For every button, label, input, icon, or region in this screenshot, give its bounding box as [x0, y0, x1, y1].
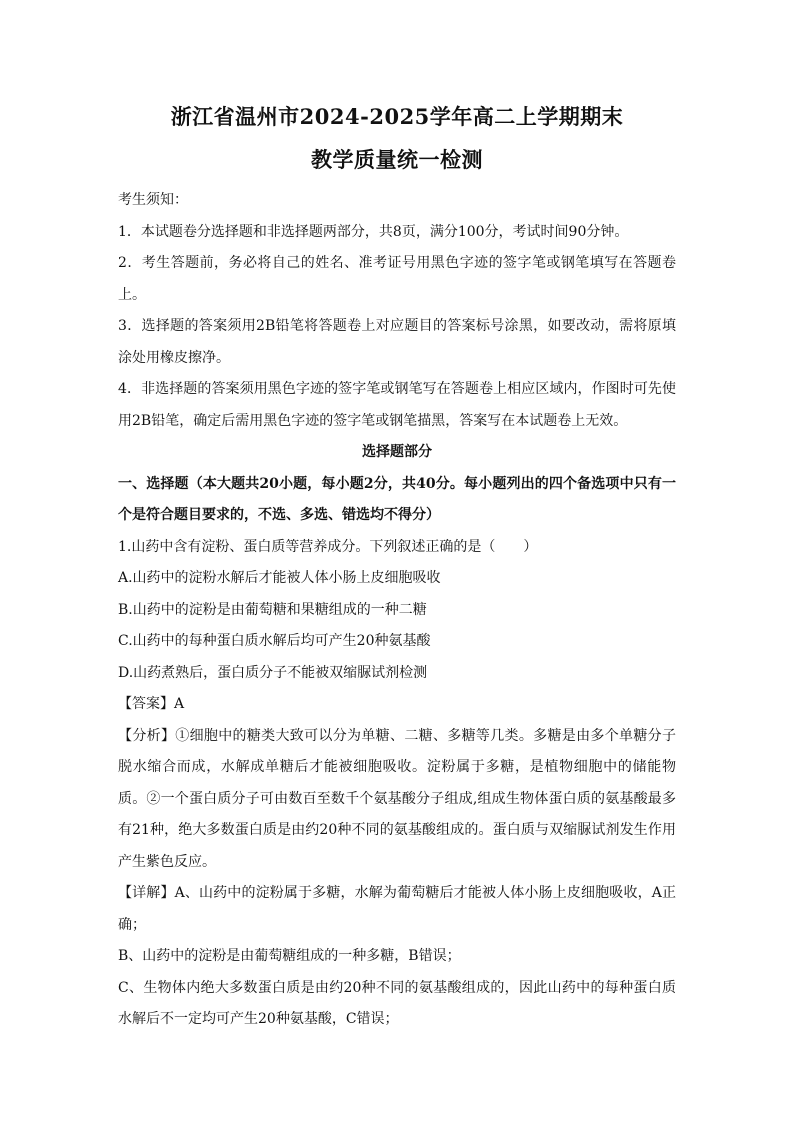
notice-item-2: 2．考生答题前，务必将自己的姓名、准考证号用黑色字迹的签字笔或钢笔填写在答题卷上。: [118, 255, 676, 303]
section-heading: 一、选择题（本大题共20小题，每小题2分，共40分。每小题列出的四个备选项中只有一个是符合题目要求的，不选、多选、错选均不得分）: [118, 475, 676, 523]
option-a: A.山药中的淀粉水解后才能被人体小肠上皮细胞吸收: [118, 570, 441, 586]
notice-item-1: 1．本试题卷分选择题和非选择题两部分，共8页，满分100分，考试时间90分钟。: [118, 223, 629, 240]
question-1-stem: 1.山药中含有淀粉、蛋白质等营养成分。下列叙述正确的是（ ）: [118, 538, 538, 555]
notice-item-3: 3．选择题的答案须用2B铅笔将答题卷上对应题目的答案标号涂黑，如要改动，需将原填涂处用橡皮擦净。: [118, 318, 676, 366]
notice-item-4: 4．非选择题的答案须用黑色字迹的签字笔或钢笔写在答题卷上相应区域内，作图时可先使用2B铅笔，确定后需用黑色字迹的签字笔或钢笔描黑，答案写在本试题卷上无效。: [118, 381, 676, 429]
answer: 【答案】A: [118, 696, 185, 712]
title-line-2: 教学质量统一检测: [311, 147, 483, 172]
notice-heading: 考生须知：: [118, 192, 188, 208]
analysis: 【分析】①细胞中的糖类大致可以分为单糖、二糖、多糖等几类。多糖是由多个单糖分子脱水缩合而成，水解成单糖后才能被细胞吸收。淀粉属于多糖，是植物细胞中的储能物质。②一个蛋白质分子可由数百至数千个氨基酸分子组成,组成生物体蛋白质的氨基酸最多有21种，绝大多数蛋白质是由约20种不同的氨基酸组成的。蛋白质与双缩脲试剂发生作用产生紫色反应。: [118, 727, 676, 870]
option-c: C.山药中的每种蛋白质水解后均可产生20种氨基酸: [118, 633, 431, 649]
option-b: B.山药中的淀粉是由葡萄糖和果糖组成的一种二糖: [118, 601, 427, 618]
section-title: 选择题部分: [362, 444, 432, 460]
detail-c: C、生物体内绝大多数蛋白质是由约20种不同的氨基酸组成的，因此山药中的每种蛋白质水解后不一定均可产生20种氨基酸，C错误；: [118, 979, 676, 1027]
detail-a: 【详解】A、山药中的淀粉属于多糖，水解为葡萄糖后才能被人体小肠上皮细胞吸收，A正确；: [118, 885, 676, 933]
title-line-1: 浙江省温州市2024-2025学年高二上学期期末: [170, 104, 624, 129]
detail-b: B、山药中的淀粉是由葡萄糖组成的一种多糖，B错误；: [118, 948, 461, 964]
option-d: D.山药煮熟后，蛋白质分子不能被双缩脲试剂检测: [118, 664, 428, 681]
